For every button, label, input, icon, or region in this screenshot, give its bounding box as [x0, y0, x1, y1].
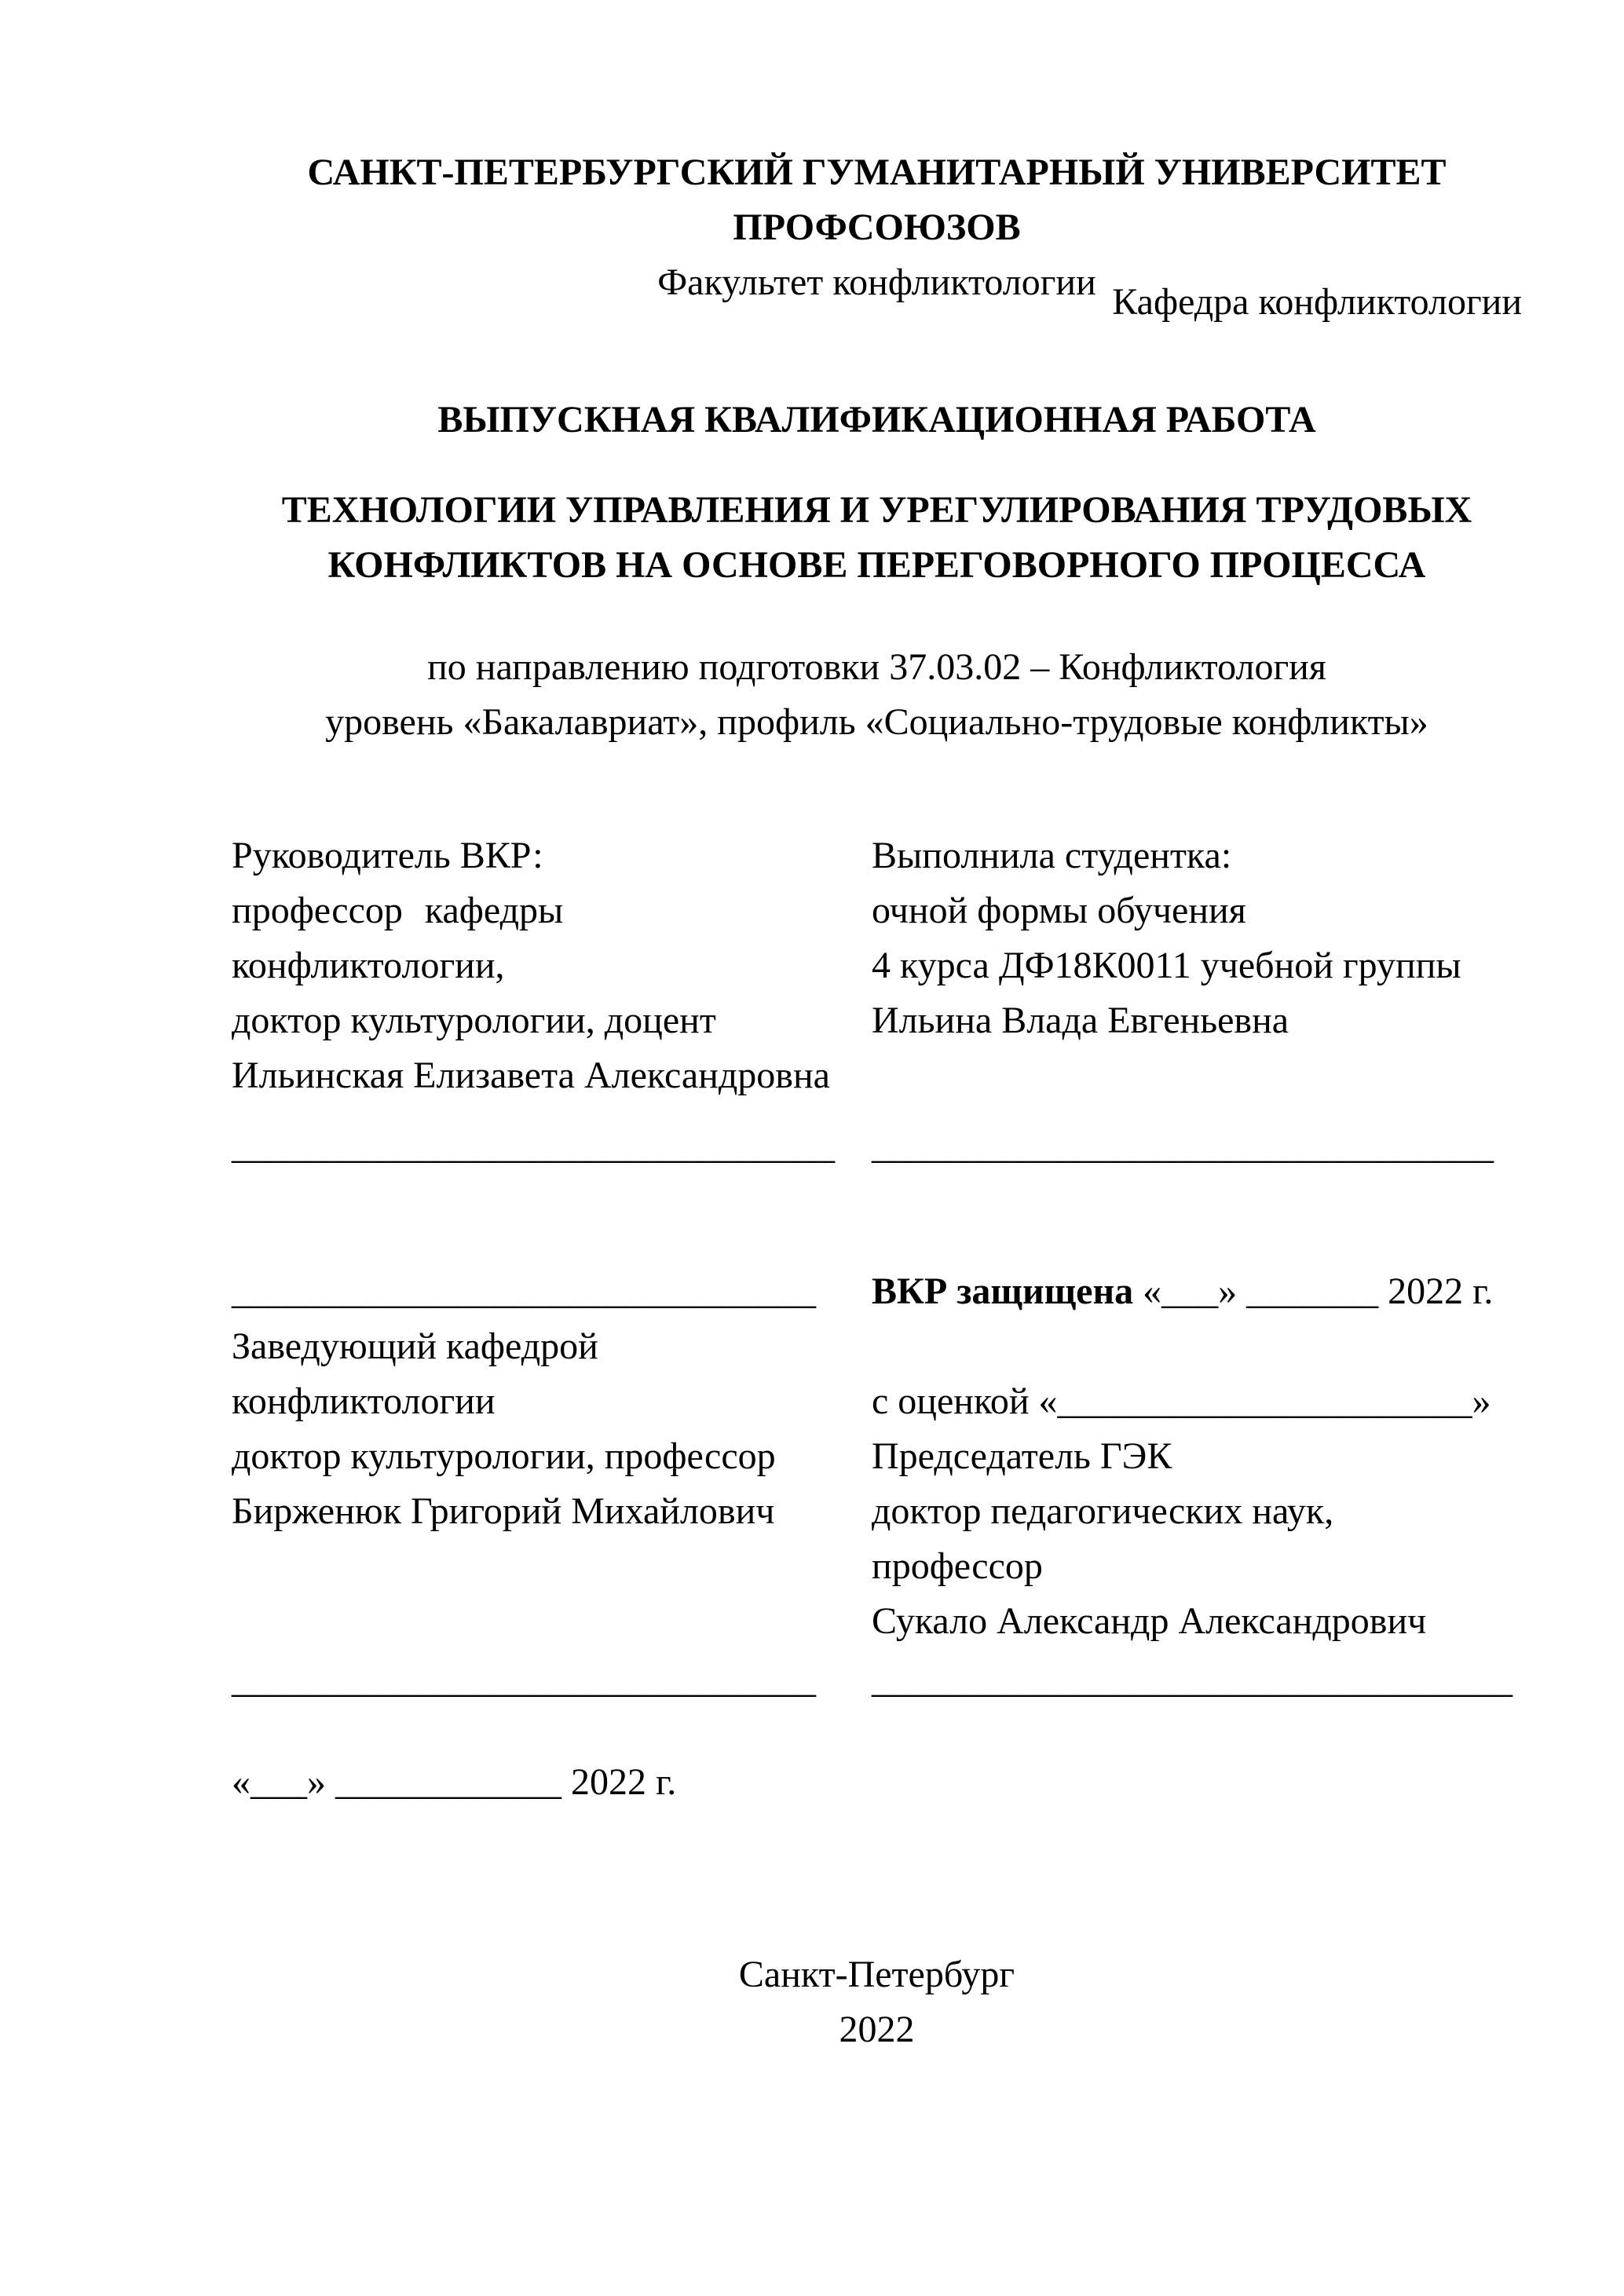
thesis-title-line2: КОНФЛИКТОВ НА ОСНОВЕ ПЕРЕГОВОРНОГО ПРОЦЕССА — [327, 544, 1426, 586]
program-direction: по направлению подготовки 37.03.02 – Конфликтология — [427, 646, 1326, 688]
spacer-row — [872, 1319, 1508, 1374]
defended-line — [872, 1264, 1508, 1319]
date-placeholder-line: «___» ____________ 2022 г. — [232, 1761, 677, 1803]
department-head-block — [232, 1264, 852, 1539]
program-level: уровень «Бакалавриат», профиль «Социально-трудовые конфликты» — [325, 701, 1428, 743]
student-label: Выполнила студентка: — [872, 835, 1232, 876]
department-head-signature-line2: _______________________________ — [232, 1659, 816, 1701]
footer-block — [232, 1947, 1522, 2057]
department-head-signature-line: _______________________________ — [232, 1270, 816, 1312]
department-head-degree: доктор культурологии, профессор — [232, 1435, 776, 1477]
defense-result-block — [872, 1264, 1508, 1649]
faculty-name: Факультет конфликтологии — [657, 261, 1096, 303]
committee-chair-degree-line1: доктор педагогических наук, — [872, 1490, 1334, 1532]
defended-label: ВКР защищена — [872, 1270, 1134, 1312]
thesis-title-line1: ТЕХНОЛОГИИ УПРАВЛЕНИЯ И УРЕГУЛИРОВАНИЯ ТРУДОВЫХ — [281, 489, 1472, 531]
university-name: САНКТ-ПЕТЕРБУРГСКИЙ ГУМАНИТАРНЫЙ УНИВЕРСИТЕТ ПРОФСОЮЗОВ — [307, 152, 1447, 248]
committee-chair-degree-line2: профессор — [872, 1545, 1043, 1587]
supervisor-label: Руководитель ВКР: — [232, 835, 543, 876]
department-head-name: Бирженюк Григорий Михайлович — [232, 1490, 775, 1532]
supervisor-position-line2: доктор культурологии, доцент — [232, 1000, 716, 1041]
supervisor-signature-line: ________________________________ — [232, 1125, 835, 1167]
supervisor-block — [232, 828, 852, 1103]
thesis-title — [232, 483, 1522, 593]
footer-year: 2022 — [839, 2009, 915, 2050]
committee-chair-title: Председатель ГЭК — [872, 1435, 1172, 1477]
committee-chair-signature-line: __________________________________ — [872, 1659, 1512, 1701]
defended-date-placeholder: «___» _______ 2022 г. — [1143, 1270, 1494, 1312]
work-type-heading: ВЫПУСКНАЯ КВАЛИФИКАЦИОННАЯ РАБОТА — [437, 399, 1316, 441]
student-info-line2: 4 курса ДФ18К0011 учебной группы — [872, 945, 1461, 986]
student-info-line1: очной формы обучения — [872, 890, 1246, 931]
student-name: Ильина Влада Евгеньевна — [872, 1000, 1289, 1041]
program-block — [232, 640, 1522, 750]
student-block — [872, 828, 1508, 1048]
supervisor-name: Ильинская Елизавета Александровна — [232, 1055, 830, 1096]
department-name: Кафедра конфликтологии — [1112, 281, 1522, 323]
footer-city: Санкт-Петербург — [738, 1954, 1015, 1995]
department-head-title-line2: конфликтологии — [232, 1380, 496, 1422]
student-signature-line: _________________________________ — [872, 1125, 1494, 1167]
supervisor-position-line1: профессор кафедры конфликтологии, — [232, 890, 564, 986]
department-head-title-line1: Заведующий кафедрой — [232, 1325, 598, 1367]
committee-chair-name: Сукало Александр Александрович — [872, 1600, 1427, 1642]
grade-line: с оценкой «______________________» — [872, 1380, 1491, 1422]
